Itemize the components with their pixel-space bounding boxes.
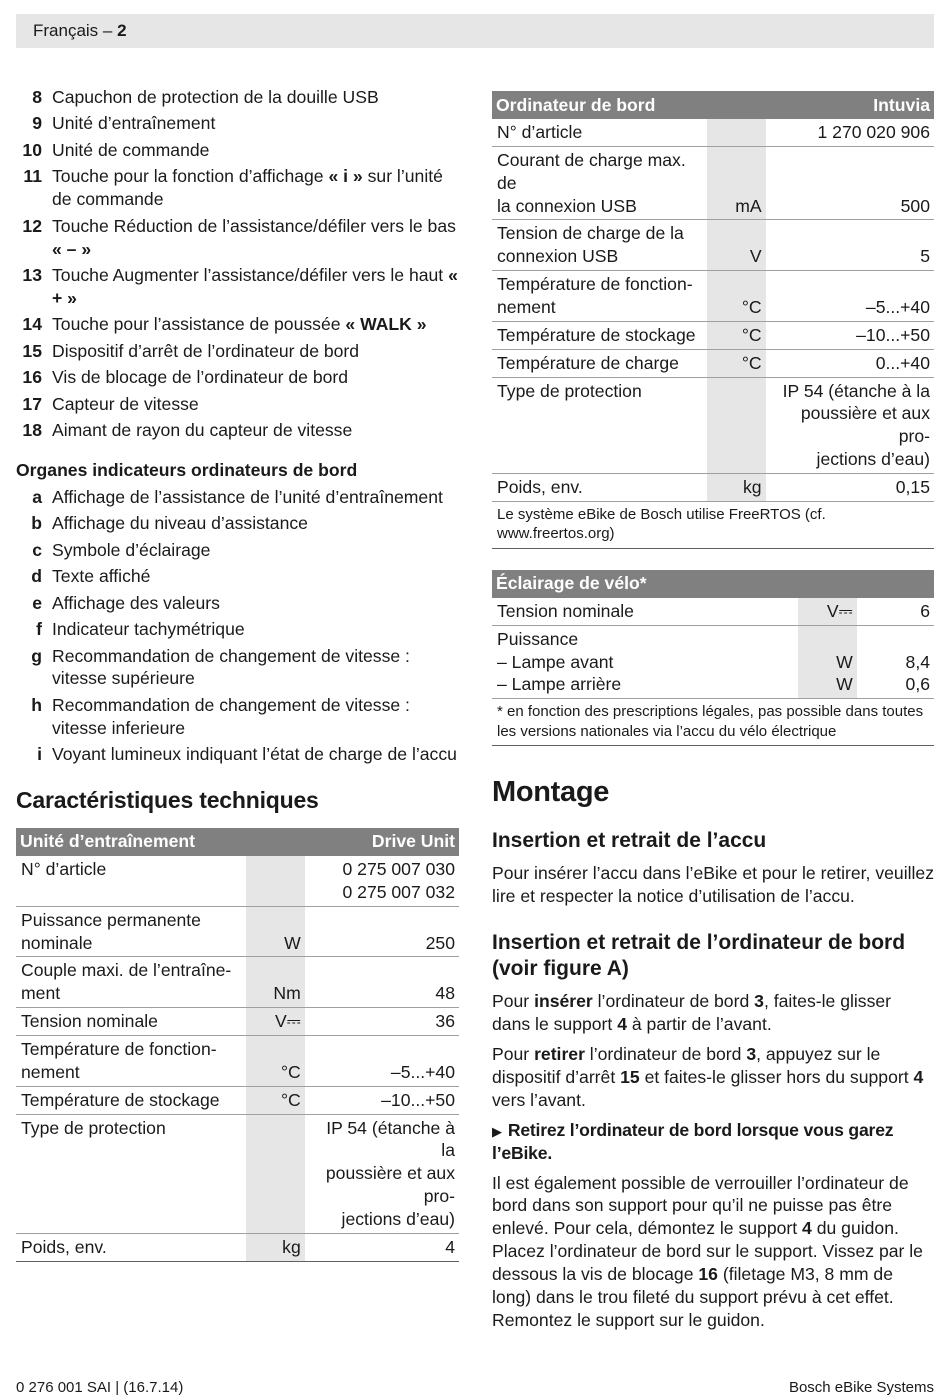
spec-value: 5	[766, 220, 934, 271]
spec-label: Puissance permanente nominale	[16, 906, 246, 957]
table-row	[492, 625, 934, 699]
table-header-row	[16, 828, 459, 856]
item-text: Unité de commande	[52, 139, 210, 160]
item-text: Texte affiché	[52, 566, 151, 587]
spec-unit	[707, 119, 766, 146]
list-item	[16, 139, 459, 162]
drive-unit-table	[16, 828, 459, 1262]
table-header-right: Drive Unit	[305, 828, 459, 856]
item-letter: d	[31, 566, 42, 587]
spec-unit: kg	[707, 474, 766, 502]
item-letter: b	[31, 513, 42, 534]
table-row	[492, 377, 934, 473]
spec-label: Courant de charge max. de la connexion USB	[492, 146, 707, 220]
list-item	[16, 86, 459, 109]
item-text: Dispositif d’arrêt de l’ordinateur de bord	[52, 340, 360, 361]
spec-label: Poids, env.	[492, 474, 707, 502]
item-text	[52, 215, 459, 261]
spec-label: Température de stockage	[16, 1086, 246, 1114]
item-number: 15	[22, 340, 42, 361]
triangle-bullet-icon: ▶	[492, 1123, 502, 1139]
spec-value: 500	[766, 146, 934, 220]
item-text-part: Touche pour la fonction d’affichage	[52, 166, 329, 187]
item-text: Symbole d’éclairage	[52, 539, 211, 560]
item-text: Aimant de rayon du capteur de vitesse	[52, 420, 353, 441]
list-item	[16, 393, 459, 416]
spec-value: 6	[857, 598, 934, 625]
table-row	[16, 957, 459, 1008]
warning-text: Retirez l’ordinateur de bord lorsque vous garez l’eBike.	[492, 1119, 894, 1163]
text-part: , faites-le glisser dans le support	[492, 991, 892, 1035]
spec-label: Température de fonction- nement	[492, 271, 707, 322]
item-number: 9	[32, 113, 42, 134]
text-part: Pour	[492, 991, 535, 1012]
spec-label: Poids, env.	[16, 1233, 246, 1261]
list-item	[16, 743, 459, 766]
text-bold: retirer	[534, 1044, 585, 1065]
text-bold: insérer	[534, 991, 593, 1012]
list-item	[16, 264, 459, 310]
item-text	[52, 264, 459, 310]
item-letter: h	[31, 694, 42, 715]
item-number: 11	[23, 166, 42, 187]
table-note: Le système eBike de Bosch utilise FreeRTOS (cf. www.freertos.org)	[492, 501, 934, 548]
spec-label: Type de protection	[492, 377, 707, 473]
table-row	[492, 598, 934, 625]
table-note: * en fonction des prescriptions légales, pas possible dans toutes les versions nationales via l’accu du vélo électrique	[492, 699, 934, 746]
spec-unit	[246, 1114, 305, 1233]
item-text-part: Touche Augmenter l’assistance/défiler vers le haut	[52, 264, 449, 285]
item-number: 8	[32, 87, 42, 107]
spec-value: –10...+50	[766, 321, 934, 349]
spec-unit: W	[246, 906, 305, 957]
item-letter: f	[36, 619, 42, 640]
table-row	[16, 1008, 459, 1036]
item-number: 10	[22, 139, 42, 160]
spec-unit: °C	[707, 271, 766, 322]
list-item	[16, 313, 459, 336]
spec-label: N° d’article	[16, 856, 246, 906]
onboard-computer-table	[492, 91, 934, 549]
list-item	[16, 618, 459, 641]
spec-value: 48	[305, 957, 459, 1008]
list-item	[16, 512, 459, 535]
table-header-row	[492, 91, 934, 119]
text-part: (filetage M3, 8 mm de long) dans le trou fileté du support prévu à cet effet. Remontez le support sur le guidon.	[492, 1263, 894, 1330]
table-header-left: Unité d’entraînement	[16, 828, 305, 856]
item-text: Unité d’entraînement	[52, 113, 216, 134]
spec-label: N° d’article	[492, 119, 707, 146]
item-letter: i	[37, 744, 42, 765]
spec-value: –5...+40	[305, 1035, 459, 1086]
spec-label: Tension de charge de la connexion USB	[492, 220, 707, 271]
table-body	[492, 119, 934, 501]
list-item	[16, 112, 459, 135]
item-text: Capuchon de protection de la douille USB	[52, 87, 379, 107]
list-item	[16, 486, 459, 509]
spec-label: Tension nominale	[492, 598, 798, 625]
table-body	[492, 598, 934, 699]
table-header-left: Ordinateur de bord	[492, 91, 766, 119]
spec-value: 8,4 0,6	[857, 625, 934, 699]
list-item	[16, 419, 459, 442]
text-part: du guidon. Placez l’ordinateur de bord sur le support. Vissez par le dessous la vis de blocage	[492, 1218, 923, 1284]
item-text: Recommandation de changement de vitesse : vitesse inferieure	[52, 694, 410, 738]
item-letter: e	[32, 592, 42, 613]
spec-unit: °C	[246, 1086, 305, 1114]
tech-specs-heading: Caractéristiques techniques	[16, 787, 319, 814]
item-letter: g	[31, 645, 42, 666]
spec-value: 0 275 007 030 0 275 007 032	[305, 856, 459, 906]
text-part: et faites-le glisser hors du support	[639, 1067, 914, 1088]
spec-label: Type de protection	[16, 1114, 246, 1233]
battery-paragraph: Pour insérer l’accu dans l’eBike et pour le retirer, veuillez lire et respecter la notice d’utilisation de l’accu.	[492, 863, 935, 907]
list-item	[16, 366, 459, 389]
item-text: Affichage du niveau d’assistance	[52, 513, 308, 534]
remove-paragraph	[492, 1043, 934, 1112]
spec-value: 0...+40	[766, 349, 934, 377]
item-key-label: « WALK »	[345, 314, 427, 335]
table-row	[16, 1035, 459, 1086]
text-part: Il est également possible de verrouiller l’ordinateur de bord dans son support pour qu’il ne puisse pas être enlevé. Pour cela, démontez le support	[492, 1172, 909, 1239]
table-row	[492, 119, 934, 146]
text-bold: 16	[698, 1263, 718, 1284]
spec-value: 250	[305, 906, 459, 957]
list-item	[16, 215, 459, 261]
table-row	[492, 146, 934, 220]
indicators-heading: Organes indicateurs ordinateurs de bord	[16, 459, 358, 480]
text-bold: 4	[617, 1014, 627, 1035]
table-row	[16, 1233, 459, 1261]
item-text: Voyant lumineux indiquant l’état de charge de l’accu	[52, 744, 457, 765]
table-row	[492, 321, 934, 349]
list-item	[16, 565, 459, 588]
spec-label: Température de fonction- nement	[16, 1035, 246, 1086]
item-text-part: Touche Réduction de l’assistance/défiler vers le bas	[52, 215, 456, 236]
insert-paragraph	[492, 990, 934, 1036]
left-column	[16, 86, 459, 1262]
item-letter: a	[32, 486, 42, 507]
spec-value: IP 54 (étanche à la poussière et aux pro- jections d’eau)	[305, 1114, 459, 1233]
warning-bullet	[492, 1119, 934, 1165]
text-part: vers l’avant.	[492, 1089, 586, 1110]
spec-value: 36	[305, 1008, 459, 1036]
spec-unit: V⎓	[798, 598, 857, 625]
spec-label: Puissance – Lampe avant – Lampe arrière	[492, 625, 798, 699]
item-text	[52, 313, 459, 336]
bike-lighting-table	[492, 570, 934, 746]
text-bold: 15	[620, 1067, 640, 1088]
spec-label: Température de charge	[492, 349, 707, 377]
list-item	[16, 592, 459, 615]
footer-doc-number: 0 276 001 SAI | (16.7.14)	[16, 1379, 184, 1396]
item-number: 13	[22, 264, 42, 285]
header-language: Français	[33, 21, 99, 40]
spec-value: –10...+50	[305, 1086, 459, 1114]
table-row	[492, 349, 934, 377]
table-row	[492, 474, 934, 502]
spec-value: 4	[305, 1233, 459, 1261]
item-number: 18	[22, 420, 42, 441]
text-part: l’ordinateur de bord	[592, 991, 755, 1012]
spec-unit: V⎓	[246, 1008, 305, 1036]
list-item	[16, 165, 459, 211]
item-key-label: « + »	[52, 264, 458, 308]
text-bold: 4	[913, 1067, 924, 1088]
spec-value: –5...+40	[766, 271, 934, 322]
item-text: Capteur de vitesse	[52, 393, 199, 414]
text-part: l’ordinateur de bord	[584, 1044, 747, 1065]
item-text: Affichage de l’assistance de l’unité d’entraînement	[52, 486, 443, 507]
spec-unit: W W	[798, 625, 857, 699]
table-note-row	[492, 699, 934, 746]
item-key-label: « – »	[52, 238, 92, 259]
item-text: Vis de blocage de l’ordinateur de bord	[52, 367, 349, 388]
item-letter: c	[32, 539, 42, 560]
item-text-part: Touche pour l’assistance de poussée	[52, 314, 346, 335]
list-item	[16, 539, 459, 562]
list-item	[16, 340, 459, 363]
list-item	[16, 694, 459, 740]
table-header-left: Éclairage de vélo*	[492, 570, 857, 598]
text-part: Pour	[492, 1044, 535, 1065]
table-header-right: Intuvia	[766, 91, 934, 119]
table-header-row	[492, 570, 934, 598]
text-bold: 4	[802, 1218, 812, 1239]
list-item	[16, 645, 459, 691]
spec-value: 1 270 020 906	[766, 119, 934, 146]
spec-unit: °C	[707, 349, 766, 377]
text-bold: 3	[746, 1044, 757, 1065]
text-bold: 3	[754, 991, 764, 1012]
header-dash: –	[98, 21, 118, 40]
item-text: Indicateur tachymétrique	[52, 619, 245, 640]
spec-unit: kg	[246, 1233, 305, 1261]
spec-unit: V	[707, 220, 766, 271]
item-number: 12	[22, 215, 42, 236]
item-number: 16	[22, 367, 42, 388]
header-page-number: 2	[117, 21, 127, 40]
spec-label: Tension nominale	[16, 1008, 246, 1036]
spec-label: Couple maxi. de l’entraîne- ment	[16, 957, 246, 1008]
montage-heading: Montage	[492, 776, 610, 809]
table-row	[492, 220, 934, 271]
spec-unit: mA	[707, 146, 766, 220]
item-number: 17	[22, 393, 42, 414]
table-note-row	[492, 501, 934, 548]
spec-value: 0,15	[766, 474, 934, 502]
computer-section-heading: Insertion et retrait de l’ordinateur de bord (voir figure A)	[492, 930, 906, 981]
lock-paragraph	[492, 1172, 934, 1332]
spec-label: Température de stockage	[492, 321, 707, 349]
item-text: Recommandation de changement de vitesse : vitesse supérieure	[52, 645, 410, 689]
item-key-label: « i »	[328, 166, 363, 187]
right-column	[492, 91, 934, 1339]
text-part: , appuyez sur le dispositif d’arrêt	[492, 1044, 881, 1088]
text-part: à partir de l’avant.	[627, 1014, 772, 1035]
footer-brand: Bosch eBike Systems	[788, 1379, 934, 1396]
spec-unit: Nm	[246, 957, 305, 1008]
table-row	[492, 271, 934, 322]
spec-unit: °C	[246, 1035, 305, 1086]
item-text	[52, 165, 459, 211]
page-header	[16, 14, 934, 48]
indicator-list	[16, 486, 459, 766]
spec-unit: °C	[707, 321, 766, 349]
table-body	[16, 856, 459, 1261]
table-row	[16, 856, 459, 906]
component-list	[16, 86, 459, 442]
table-row	[16, 1114, 459, 1233]
spec-unit	[246, 856, 305, 906]
table-header-right	[857, 570, 934, 598]
item-number: 14	[22, 314, 42, 335]
spec-value: IP 54 (étanche à la poussière et aux pro- jections d’eau)	[766, 377, 934, 473]
battery-section-heading: Insertion et retrait de l’accu	[492, 829, 767, 853]
item-text: Affichage des valeurs	[52, 592, 220, 613]
table-row	[16, 906, 459, 957]
item-text-part: sur l’unité de commande	[52, 166, 443, 210]
table-row	[16, 1086, 459, 1114]
spec-unit	[707, 377, 766, 473]
